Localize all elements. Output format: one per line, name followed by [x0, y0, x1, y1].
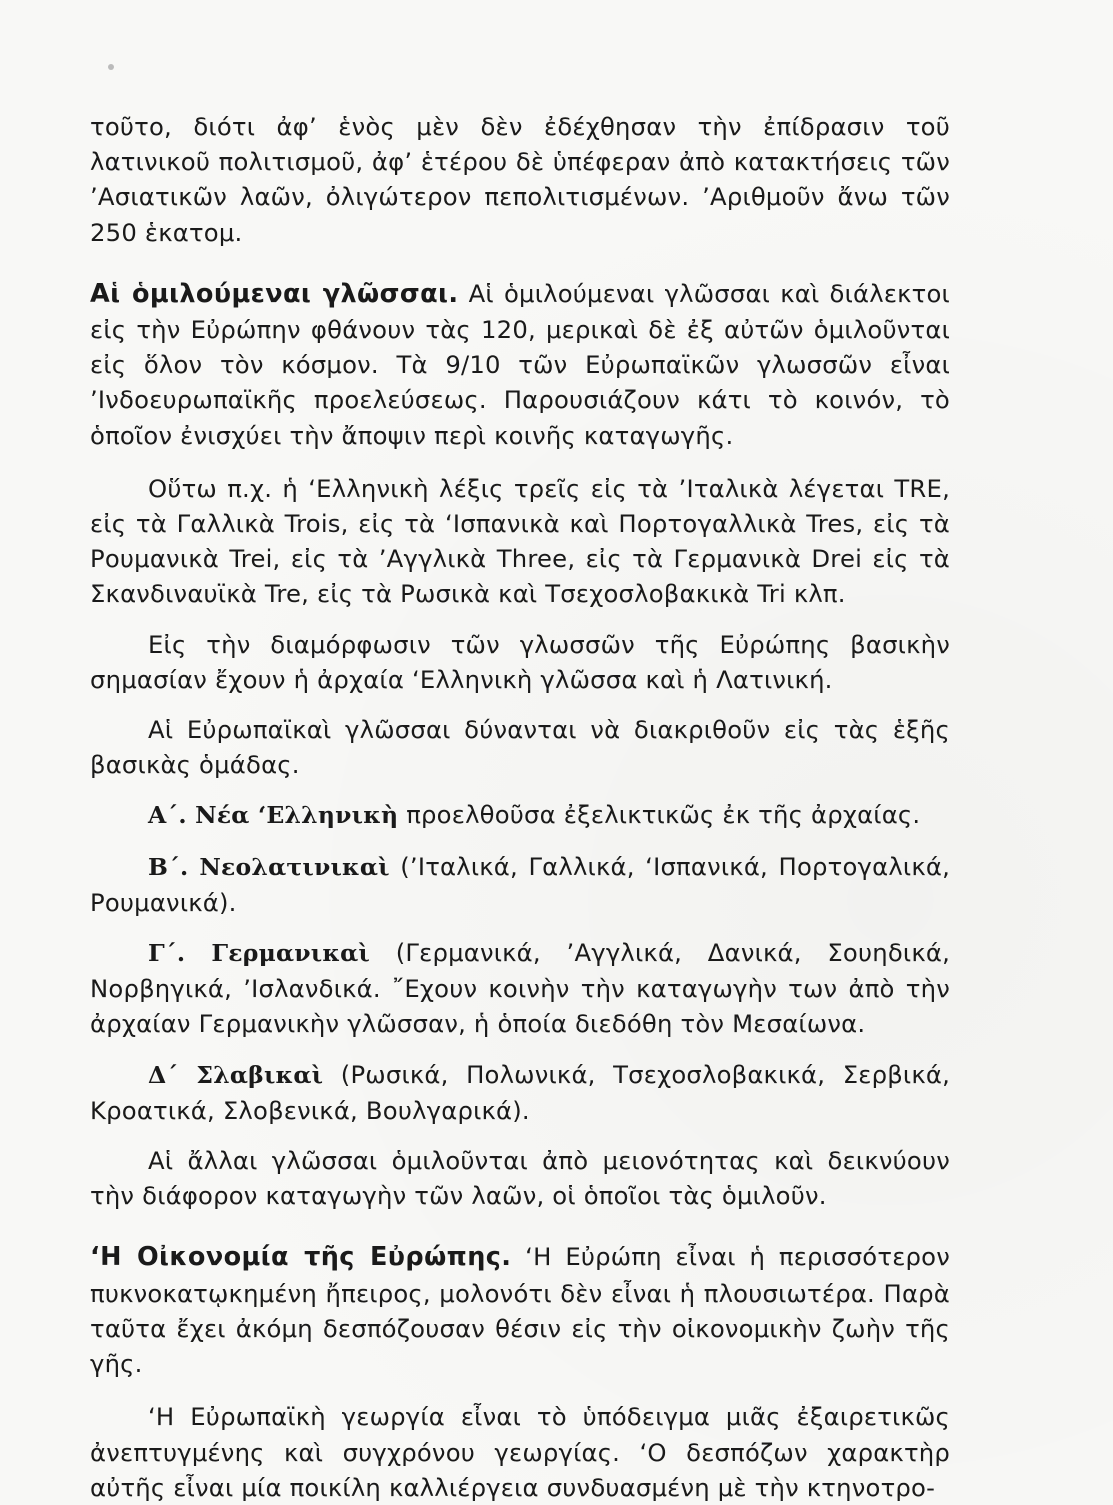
language-group-d-label: Δ΄ Σλαβικαὶ: [148, 1060, 324, 1089]
language-group-d: [90, 1057, 950, 1128]
language-group-b-label: Β΄. Νεολατινικαὶ: [148, 852, 390, 881]
language-group-a-label: Α΄. Νέα ‘Ελληνικὴ: [148, 801, 399, 830]
paragraph-intro-continuation: τοῦτο, διότι ἀφ’ ἑνὸς μὲν δὲν ἐδέχθησαν τὴν ἐπίδρασιν τοῦ λατινικοῦ πολιτισμοῦ, ἀφ’ ἑτέρου δὲ ὑπέφεραν ἀπὸ κατακτήσεις τῶν ’Ασιατικῶν λαῶν, ὀλιγώτερον πεπολιτισμένων. ’Αριθμοῦν ἄνω τῶν 250 ἑκατομ.: [90, 112, 950, 247]
paragraph-economy-text: ‘Η Εὐρώπη εἶναι ἡ περισσότερον πυκνοκατῳκημένη ἤπειρος, μολονότι δὲν εἶναι ἡ πλουσιωτέρα. Παρὰ ταῦτα ἔχει ἀκόμη δεσπόζουσαν θέσιν εἰς τὴν οἰκονομικὴν ζωὴν τῆς γῆς.: [90, 1242, 950, 1379]
paragraph-spoken-languages-text: Αἱ ὁμιλούμεναι γλῶσσαι καὶ διάλεκτοι εἰς τὴν Εὐρώπην φθάνουν τὰς 120, μερικαὶ δὲ ἐξ αὐτῶν ὁμιλοῦνται εἰς ὅλον τὸν κόσμον. Τὰ 9/10 τῶν Εὐρωπαϊκῶν γλωσσῶν εἶναι ’Ινδοευρωπαϊκῆς προελεύσεως. Παρουσιάζουν κάτι τὸ κοινόν, τὸ ὁποῖον ἐνισχύει τὴν ἄποψιν περὶ κοινῆς καταγωγῆς.: [90, 278, 950, 450]
ink-spot: [108, 64, 114, 70]
language-group-a-text: προελθοῦσα ἐξελικτικῶς ἐκ τῆς ἀρχαίας.: [398, 800, 921, 830]
language-group-c-text: (Γερμανικά, ’Αγγλικά, Δανικά, Σουηδικά, Νορβηγικά, ’Ισλανδικά. ῎Εχουν κοινὴν τὴν καταγωγὴν των ἀπὸ τὴν ἀρχαίαν Γερμανικὴν γλῶσσαν, ἡ ὁποία διεδόθη τὸν Μεσαίωνα.: [90, 938, 950, 1039]
language-group-c-label: Γ΄. Γερμανικαὶ: [148, 939, 371, 968]
paragraph-economy: [90, 1239, 950, 1381]
language-group-a: [90, 797, 950, 833]
paragraph-word-three-example: Οὕτω π.χ. ἡ ‘Ελληνικὴ λέξις τρεῖς εἰς τὰ ’Ιταλικὰ λέγεται TRE, εἰς τὰ Γαλλικὰ Trois, εἰς τὰ ‘Ισπανικὰ καὶ Πορτογαλλικὰ Tres, εἰς τὰ Ρουμανικὰ Trei, εἰς τὰ ’Αγγλικὰ Three, εἰς τὰ Γερμανικὰ Drei εἰς τὰ Σκανδιναυϊκὰ Tre, εἰς τὰ Ρωσικὰ καὶ Τσεχοσλοβακικὰ Tri κλπ.: [90, 473, 950, 609]
language-group-c: [90, 935, 950, 1042]
paragraph-spoken-languages: [90, 276, 950, 453]
language-group-d-text: (Ρωσικά, Πολωνικά, Τσεχοσλοβακικά, Σερβικά, Κροατικά, Σλοβενικά, Βουλγαρικά).: [90, 1059, 951, 1125]
section-heading-economy: ‘Η Οἰκονομία τῆς Εὐρώπης.: [90, 1242, 512, 1273]
language-group-b: [90, 849, 950, 920]
paragraph-agriculture: ‘Η Εὐρωπαϊκὴ γεωργία εἶναι τὸ ὑπόδειγμα μιᾶς ἐξαιρετικῶς ἀνεπτυγμένης καὶ συγχρόνου γεωργίας. ‘Ο δεσπόζων χαρακτὴρ αὐτῆς εἶναι μία ποικίλη καλλιέργεια συνδυασμένη μὲ τὴν κτηνοτρο-: [90, 1402, 950, 1502]
page-body-text: [90, 109, 950, 1505]
paragraph-language-groups-intro: Αἱ Εὐρωπαϊκαὶ γλῶσσαι δύνανται νὰ διακριθοῦν εἰς τὰς ἑξῆς βασικὰς ὁμάδας.: [90, 715, 950, 780]
paragraph-language-formation: Εἰς τὴν διαμόρφωσιν τῶν γλωσσῶν τῆς Εὐρώπης βασικὴν σημασίαν ἔχουν ἡ ἀρχαία ‘Ελληνικὴ γλῶσσα καὶ ἡ Λατινική.: [90, 629, 950, 694]
paragraph-other-languages: Αἱ ἄλλαι γλῶσσαι ὁμιλοῦνται ἀπὸ μειονότητας καὶ δεικνύουν τὴν διάφορον καταγωγὴν τῶν λαῶν, οἱ ὁποῖοι τὰς ὁμιλοῦν.: [90, 1146, 950, 1211]
language-group-b-text: (’Ιταλικά, Γαλλικά, ‘Ισπανικά, Πορτογαλικά, Ρουμανικά).: [90, 851, 950, 917]
section-heading-spoken-languages: Αἱ ὁμιλούμεναι γλῶσσαι.: [90, 278, 459, 309]
